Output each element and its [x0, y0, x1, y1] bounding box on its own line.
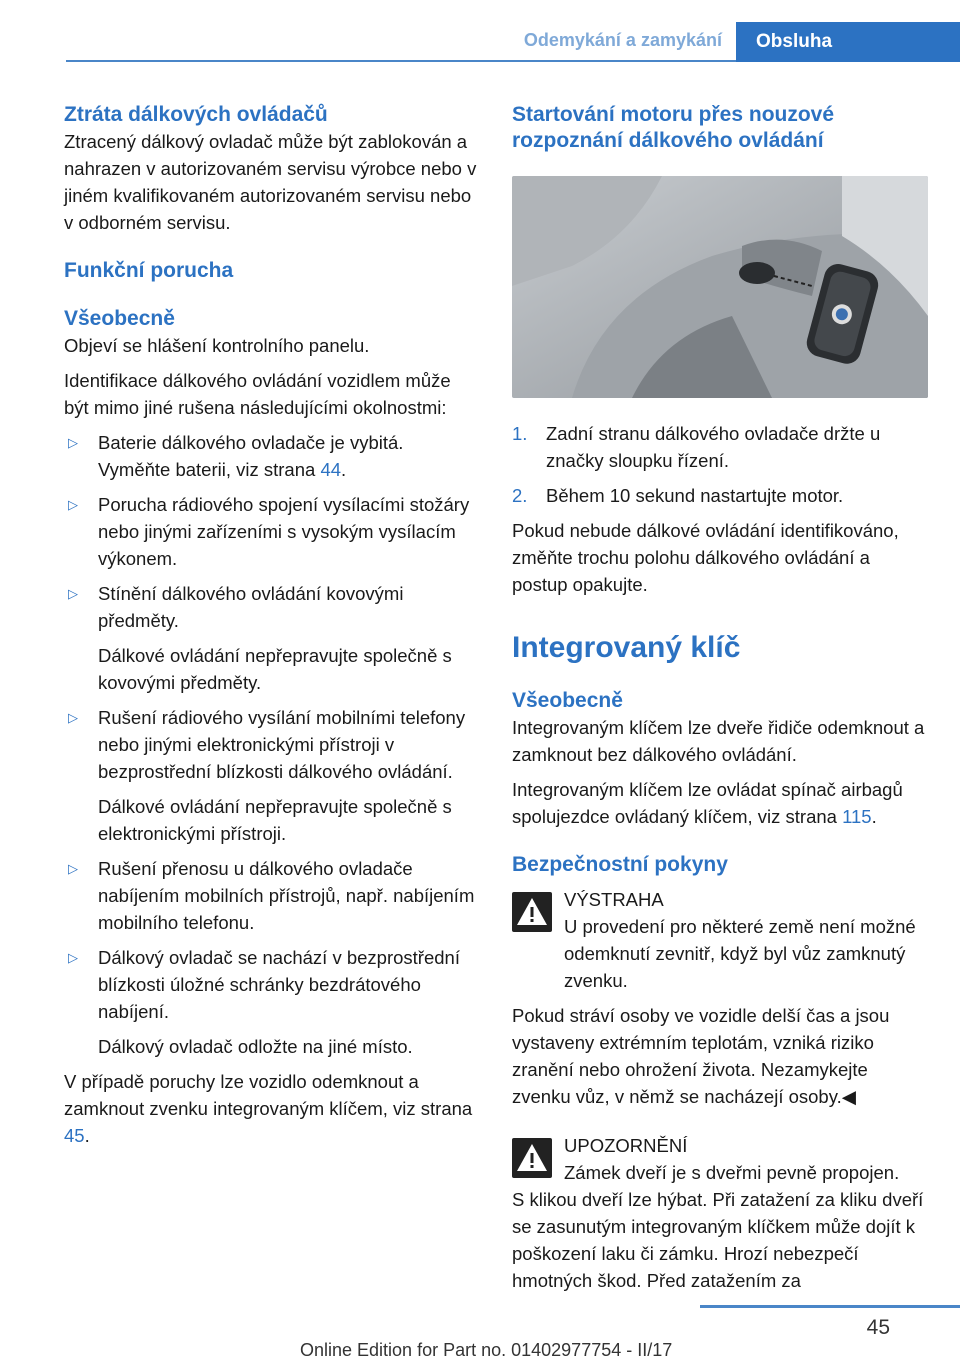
- list-item: ▷ Rušení přenosu u dálkového ovladače nabíjením mobilních přístrojů, např. nabíjením mobilního telefonu.: [64, 855, 480, 936]
- list-item: ▷ Porucha rádiového spojení vysílacími stožáry nebo jinými zařízeními s vysokým vysílacím výkonem.: [64, 491, 480, 572]
- paragraph-warning-detail: Pokud stráví osoby ve vozidle delší čas a jsou vystaveny extrémním teplotám, vzniká riziko zranění nebo ohrožení života. Nezamykejte zvenku vůz, v němž se nacházejí osoby.◀: [512, 1005, 890, 1107]
- heading-safety: Bezpečnostní pokyny: [512, 853, 728, 876]
- bullet-triangle-icon: ▷: [68, 435, 78, 450]
- bullet-triangle-icon: ▷: [68, 710, 78, 725]
- bullet-triangle-icon: ▷: [68, 861, 78, 876]
- footer-rule: [700, 1305, 960, 1308]
- list-item: ▷ Rušení rádiového vysílání mobilními telefony nebo jinými elektronickými přístroji v bezprostřední blízkosti dálkového ovládání.: [64, 704, 480, 785]
- step-number: 1.: [512, 423, 528, 444]
- list-item-note: Dálkové ovládání nepřepravujte společně s elektronickými přístroji.: [98, 796, 452, 844]
- list-item: ▷ Stínění dálkového ovládání kovovými předměty.: [64, 580, 480, 634]
- paragraph-key-airbag: Integrovaným klíčem lze ovládat spínač airbagů spolujezdce ovládaný klíčem, viz strana 115.: [512, 779, 903, 827]
- heading-emergency-start: Startování motoru přes nouzové rozpoznání dálkového ovládání: [512, 103, 835, 152]
- warning-triangle-icon: [512, 1138, 552, 1178]
- page-link[interactable]: 44: [320, 459, 342, 480]
- warning-triangle-icon: [512, 892, 552, 932]
- paragraph-panel-message: Objeví se hlášení kontrolního panelu.: [64, 335, 370, 356]
- caution-text: Zámek dveří je s dveřmi pevně propojen.: [564, 1162, 900, 1183]
- edition-note: Online Edition for Part no. 01402977754 - II/17: [300, 1340, 673, 1360]
- heading-integrated-key: Integrovaný klíč: [512, 631, 741, 664]
- paragraph-retry: Pokud nebude dálkové ovládání identifikováno, změňte trochu polohu dálkového ovládání a postup opakujte.: [512, 520, 899, 595]
- right-column: [512, 102, 930, 1294]
- steering-column-remote-illustration: [512, 176, 928, 398]
- step-item: 1. Zadní stranu dálkového ovladače držte u značky sloupku řízení.: [512, 420, 930, 474]
- heading-malfunction: Funkční porucha: [64, 259, 234, 282]
- step-number: 2.: [512, 485, 528, 506]
- left-column: [64, 102, 480, 1149]
- warning-block: [512, 886, 930, 994]
- header-section-title: Odemykání a zamykání: [523, 30, 722, 50]
- page-link[interactable]: 115: [842, 806, 872, 827]
- warning-label: VÝSTRAHA: [564, 889, 664, 910]
- bullet-triangle-icon: ▷: [68, 950, 78, 965]
- caution-label: UPOZORNĚNÍ: [564, 1135, 688, 1156]
- paragraph-key-door: Integrovaným klíčem lze dveře řidiče odemknout a zamknout bez dálkového ovládání.: [512, 717, 925, 765]
- heading-lost-remotes: Ztráta dálkových ovládačů: [64, 103, 328, 126]
- heading-general: Všeobecně: [64, 307, 175, 330]
- page-number: 45: [866, 1316, 890, 1339]
- heading-general: Všeobecně: [512, 689, 623, 712]
- list-item: ▷ Baterie dálkového ovladače je vybitá. Vyměňte baterii, viz strana 44.: [64, 429, 480, 483]
- paragraph-emergency-key: V případě poruchy lze vozidlo odemknout a zamknout zvenku integrovaným klíčem, viz strana 45.: [64, 1071, 473, 1146]
- paragraph-interference-intro: Identifikace dálkového ovládání vozidlem může být mimo jiné rušena následujícími okolnostmi:: [64, 370, 451, 418]
- header-chapter-tab: Obsluha: [736, 22, 960, 62]
- paragraph-lost-remotes: Ztracený dálkový ovladač může být zablokován a nahrazen v autorizovaném servisu výrobce nebo v jiném kvalifikovaném autorizovaném servisu nebo v odborném servisu.: [64, 131, 477, 233]
- list-item-note: Dálkové ovládání nepřepravujte společně s kovovými předměty.: [98, 645, 452, 693]
- bullet-triangle-icon: ▷: [68, 497, 78, 512]
- list-item-note: Dálkový ovladač odložte na jiné místo.: [98, 1036, 413, 1057]
- caution-block: [512, 1132, 930, 1186]
- step-item: 2. Během 10 sekund nastartujte motor.: [512, 482, 930, 509]
- bullet-triangle-icon: ▷: [68, 586, 78, 601]
- warning-text: U provedení pro některé země není možné odemknutí zevnitř, když byl vůz zamknutý zvenku.: [564, 916, 916, 991]
- list-item: ▷ Dálkový ovladač se nachází v bezprostřední blízkosti úložné schránky bezdrátového nabíjení.: [64, 944, 480, 1025]
- paragraph-caution-detail: S klikou dveří lze hýbat. Při zatažení za kliku dveří se zasunutým integrovaným klíčkem může dojít k poškození laku či zámku. Hrozí nebezpečí hmotných škod. Před zatažením za: [512, 1189, 924, 1291]
- page-link[interactable]: 45: [64, 1125, 85, 1146]
